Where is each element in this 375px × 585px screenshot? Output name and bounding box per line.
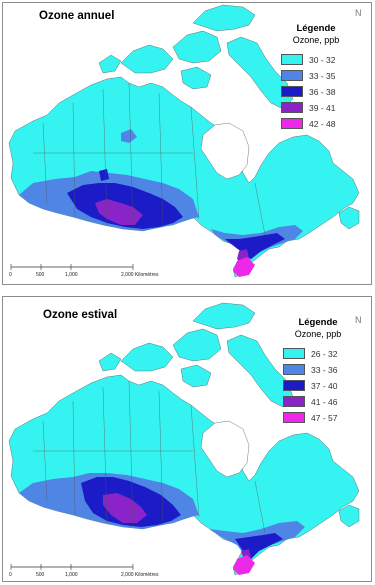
legend-item xyxy=(283,410,372,425)
scale-tick-1000: 1,000 xyxy=(65,572,78,578)
legend-swatch xyxy=(281,102,303,113)
legend-item xyxy=(281,68,372,83)
legend-label: 33 - 35 xyxy=(309,70,336,81)
legend-item xyxy=(283,394,372,409)
scale-tick-2000: 2,000 Kilomètres xyxy=(121,572,159,578)
legend xyxy=(283,317,372,426)
legend-swatch xyxy=(281,118,303,129)
legend-swatch xyxy=(281,54,303,65)
legend-label: 39 - 41 xyxy=(309,102,336,113)
legend-title: Légende xyxy=(296,23,336,34)
scale-tick-500: 500 xyxy=(36,272,45,278)
summer-ozone-panel xyxy=(2,296,372,582)
north-arrow-icon: N xyxy=(355,315,362,325)
north-arrow-icon: N xyxy=(355,8,362,18)
scale-bar xyxy=(9,264,159,278)
legend-label: 47 - 57 xyxy=(311,412,338,423)
legend-swatch xyxy=(283,348,305,359)
legend-subtitle: Ozone, ppb xyxy=(292,35,340,45)
legend-swatch xyxy=(281,86,303,97)
legend-item xyxy=(281,116,372,131)
legend-label: 42 - 48 xyxy=(309,118,336,129)
legend-swatch xyxy=(283,396,305,407)
annual-ozone-panel xyxy=(2,2,372,285)
legend-label: 36 - 38 xyxy=(309,86,336,97)
legend-swatch xyxy=(283,364,305,375)
legend-label: 30 - 32 xyxy=(309,54,336,65)
legend-swatch xyxy=(283,412,305,423)
legend xyxy=(281,23,372,132)
scale-tick-1000: 1,000 xyxy=(65,272,78,278)
legend-item xyxy=(281,100,372,115)
legend-item xyxy=(281,52,372,67)
legend-item xyxy=(281,84,372,99)
legend-item xyxy=(283,362,372,377)
scale-tick-0: 0 xyxy=(9,272,12,278)
legend-label: 33 - 36 xyxy=(311,364,338,375)
legend-swatch xyxy=(283,380,305,391)
legend-title: Légende xyxy=(298,317,338,328)
scale-bar xyxy=(9,564,159,578)
map-title: Ozone estival xyxy=(43,309,118,321)
scale-tick-2000: 2,000 Kilomètres xyxy=(121,272,159,278)
legend-label: 37 - 40 xyxy=(311,380,338,391)
legend-label: 41 - 46 xyxy=(311,396,338,407)
legend-swatch xyxy=(281,70,303,81)
scale-tick-500: 500 xyxy=(36,572,45,578)
legend-subtitle: Ozone, ppb xyxy=(294,329,342,339)
legend-item xyxy=(283,378,372,393)
legend-item xyxy=(283,346,372,361)
map-title: Ozone annuel xyxy=(39,10,115,22)
scale-tick-0: 0 xyxy=(9,572,12,578)
legend-label: 26 - 32 xyxy=(311,348,338,359)
